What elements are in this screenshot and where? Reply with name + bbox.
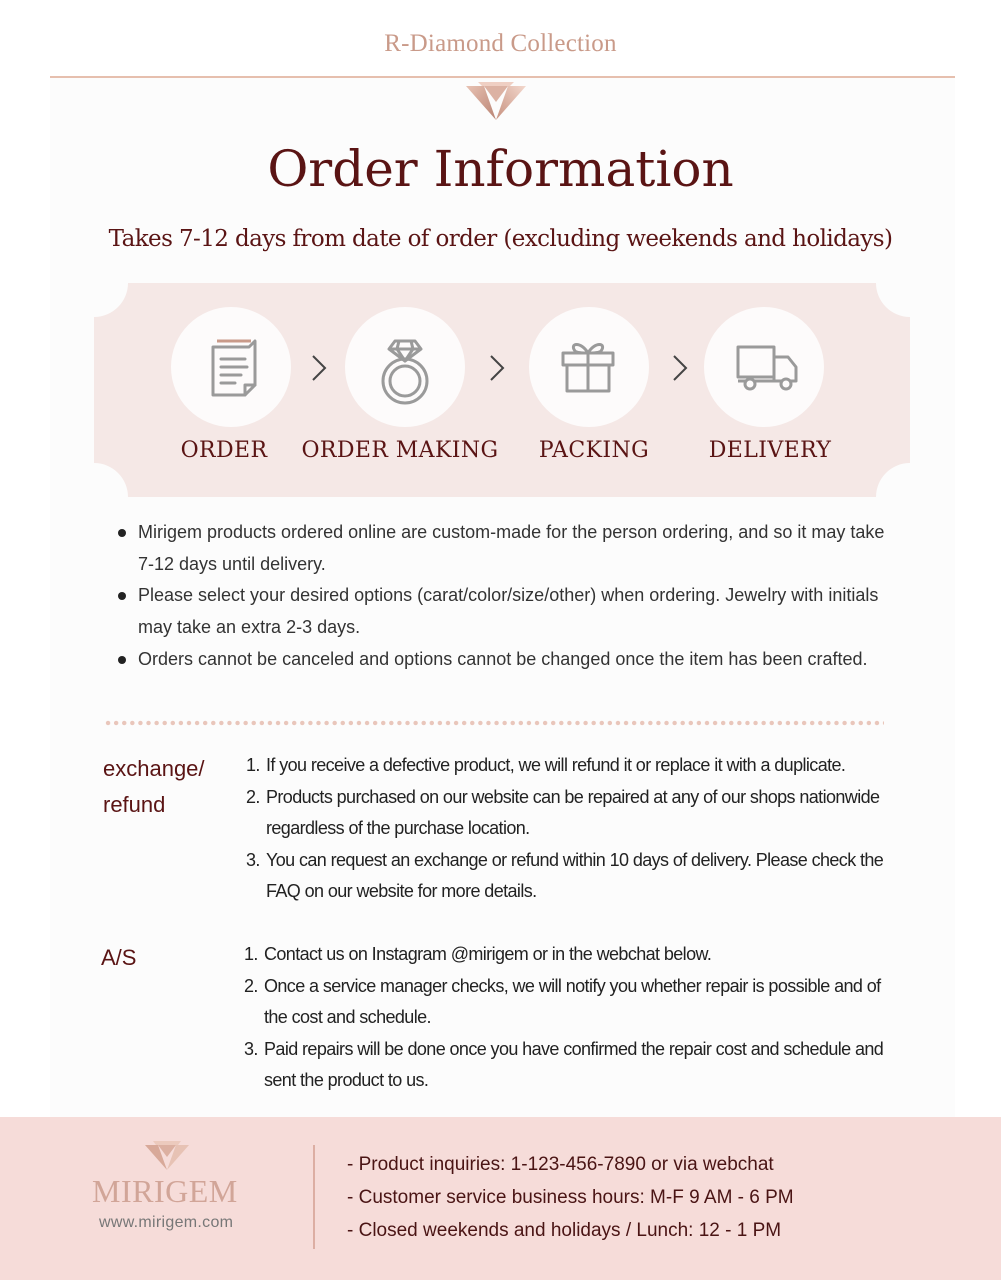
page-title: Order Information — [267, 140, 734, 198]
chevron-right-icon — [671, 354, 689, 382]
step-order-making — [345, 307, 465, 427]
brand-logo-text: MIRIGEM — [92, 1173, 238, 1209]
list-item: 2. Once a service manager checks, we will notify you whether repair is possible and of the cost and schedule. — [244, 975, 881, 1027]
delivery-truck-icon — [704, 307, 824, 427]
chevron-right-icon — [310, 354, 328, 382]
step-order — [171, 307, 291, 427]
step-label-packing: PACKING — [538, 438, 650, 463]
list-item: 3. You can request an exchange or refund within 10 days of delivery. Please check the FAQ on our website for more details. — [246, 849, 884, 901]
list-item: 3. Paid repairs will be done once you have confirmed the repair cost and schedule and sent the product to us. — [244, 1038, 884, 1090]
website-url[interactable]: www.mirigem.com — [99, 1214, 234, 1231]
contact-line: - Product inquiries: 1-123-456-7890 or via webchat — [347, 1154, 774, 1175]
header-divider — [50, 76, 955, 78]
order-notes-list — [118, 517, 898, 676]
list-item: Please select your desired options (carat/color/size/other) when ordering. Jewelry with initials may take an extra 2-3 days. — [118, 580, 898, 643]
contact-line: - Closed weekends and holidays / Lunch: 12 - 1 PM — [347, 1220, 782, 1241]
contact-info — [347, 1148, 794, 1247]
diamond-ring-icon — [345, 307, 465, 427]
step-label-order-making: ORDER MAKING — [301, 438, 499, 463]
gift-box-icon — [529, 307, 649, 427]
list-item: 2. Products purchased on our website can be repaired at any of our shops nationwide regardless of the purchase location. — [246, 786, 880, 838]
list-item: 1. Contact us on Instagram @mirigem or in the webchat below. — [244, 944, 712, 964]
collection-name: R-Diamond Collection — [384, 30, 617, 57]
exchange-refund-heading: exchange/ refund — [103, 756, 205, 817]
footer-divider — [313, 1145, 315, 1249]
exchange-refund-list — [246, 750, 906, 908]
order-document-icon — [171, 307, 291, 427]
chevron-right-icon — [488, 354, 506, 382]
step-label-delivery: DELIVERY — [708, 438, 832, 463]
dotted-divider — [104, 719, 884, 727]
delivery-time-subtitle: Takes 7-12 days from date of order (excluding weekends and holidays) — [108, 226, 893, 252]
list-item: 1. If you receive a defective product, we will refund it or replace it with a duplicate. — [246, 755, 846, 775]
step-packing — [529, 307, 649, 427]
list-item: Mirigem products ordered online are custom-made for the person ordering, and so it may take 7-12 days until delivery. — [118, 517, 898, 580]
list-item: Orders cannot be canceled and options cannot be changed once the item has been crafted. — [118, 644, 898, 676]
step-label-order: ORDER — [180, 438, 268, 463]
after-service-list — [244, 939, 904, 1097]
diamond-logo-icon — [464, 80, 528, 124]
step-delivery — [704, 307, 824, 427]
diamond-logo-icon — [143, 1140, 191, 1172]
contact-line: - Customer service business hours: M-F 9 AM - 6 PM — [347, 1187, 794, 1208]
after-service-heading: A/S — [101, 945, 137, 970]
